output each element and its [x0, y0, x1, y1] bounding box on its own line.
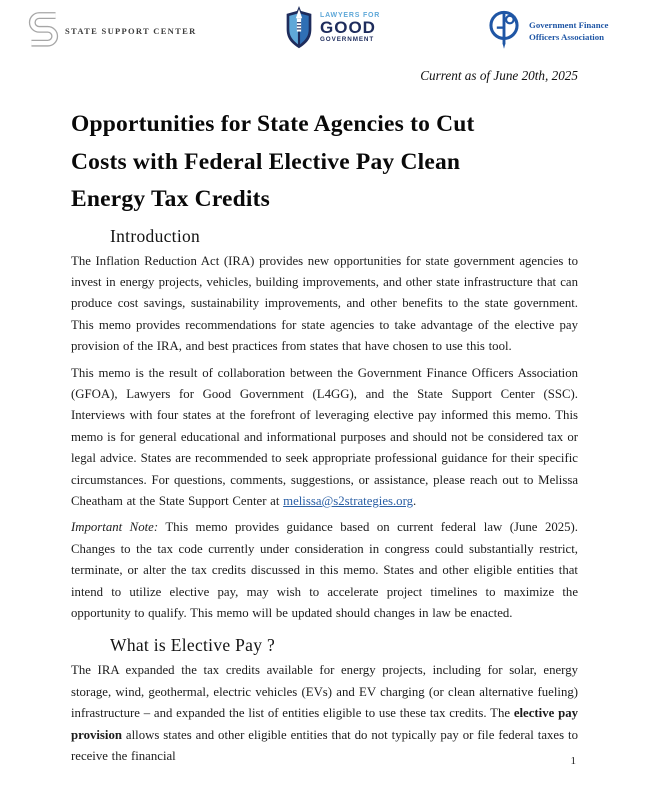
lawyers-for-good-government-logo [284, 5, 380, 56]
gfoa-logo [486, 8, 608, 55]
elective-pay-provision-bold: elective pay provision [71, 706, 579, 742]
l4gg-line-government: GOVERNMENT [320, 36, 375, 43]
l4gg-line-lawyers-for: LAWYERS FOR [320, 12, 381, 19]
gfoa-line-2: Officers Association [529, 31, 605, 42]
title-line-2: Costs with Federal Elective Pay Clean [71, 148, 461, 175]
introduction-heading: Introduction [110, 225, 201, 246]
paragraph-collaboration [71, 363, 578, 513]
gfoa-wordmark [529, 20, 608, 43]
ssc-wordmark: STATE SUPPORT CENTER [65, 26, 197, 36]
l4gg-wordmark [320, 5, 380, 43]
header-logo-row [0, 0, 650, 60]
l4gg-shield-icon [284, 5, 314, 56]
paragraph-collaboration-text: This memo is the result of collaboration between the Government Finance Officers Association (GFOA), Lawyers for Good Government (L4GG), and the State Support Center (SSC). Interviews with four states at the forefront of leveraging elective pay informed this memo. This memo is for general educational and informational purposes and should not be considered tax or legal advice. States are recommended to seek appropriate professional guidance for their specific circumstances. For questions, comments, suggestions, or assistance, please reach out to Melissa Cheatham at the State Support Center at [71, 365, 578, 508]
document-title [71, 106, 582, 219]
paragraph-elective-pay [71, 660, 578, 767]
title-line-1: Opportunities for State Agencies to Cut [71, 111, 475, 137]
paragraph-collaboration-period: . [413, 493, 417, 508]
state-support-center-logo [28, 10, 197, 52]
current-as-of-date: Current as of June 20th, 2025 [420, 68, 578, 83]
paragraph-ira-overview [71, 251, 578, 358]
gfoa-emblem-icon [486, 8, 522, 55]
paragraph-important-note [71, 517, 578, 624]
important-note-label: Important Note: [71, 520, 159, 535]
l4gg-line-good: GOOD [320, 18, 376, 37]
important-note-text: This memo provides guidance based on current federal law (June 2025). Changes to the tax code currently under consideration in congress could substantially restrict, terminate, or alter the tax credits discussed in this memo. States and other eligible entities that intend to utilize elective pay, may wish to accelerate project timelines to maximize the opportunity to qualify. This memo will be updated should changes in law be enacted. [71, 520, 578, 620]
paragraph-ira-overview-text: The Inflation Reduction Act (IRA) provides new opportunities for state government agencies to invest in energy projects, vehicles, building improvements, and other state infrastructure that can produce cost savings, sustainability improvements, and other benefits to the state government. This memo provides recommendations for state agencies to take advantage of the elective pay provision of the IRA, and best practices from states that have chosen to use this tool. [71, 253, 578, 354]
page-number: 1 [570, 755, 576, 767]
paragraph-elective-pay-text: The IRA expanded the tax credits available for energy projects, including for solar, energy storage, wind, geothermal, electric vehicles (EVs) and EV charging (or clean alternative fueling) infrastructure – and expanded the list of entities eligible to use these tax credits. The [71, 663, 578, 721]
title-line-3: Energy Tax Credits [71, 186, 271, 212]
ssc-s-icon [28, 10, 59, 52]
gfoa-line-1: Government Finance [529, 20, 609, 30]
email-link[interactable]: melissa@s2strategies.org [283, 493, 414, 508]
paragraph-elective-pay-after: allows states and other eligible entities that do not typically pay or file federal taxes to receive the financial [71, 727, 578, 764]
elective-pay-heading: What is Elective Pay ? [110, 635, 276, 656]
